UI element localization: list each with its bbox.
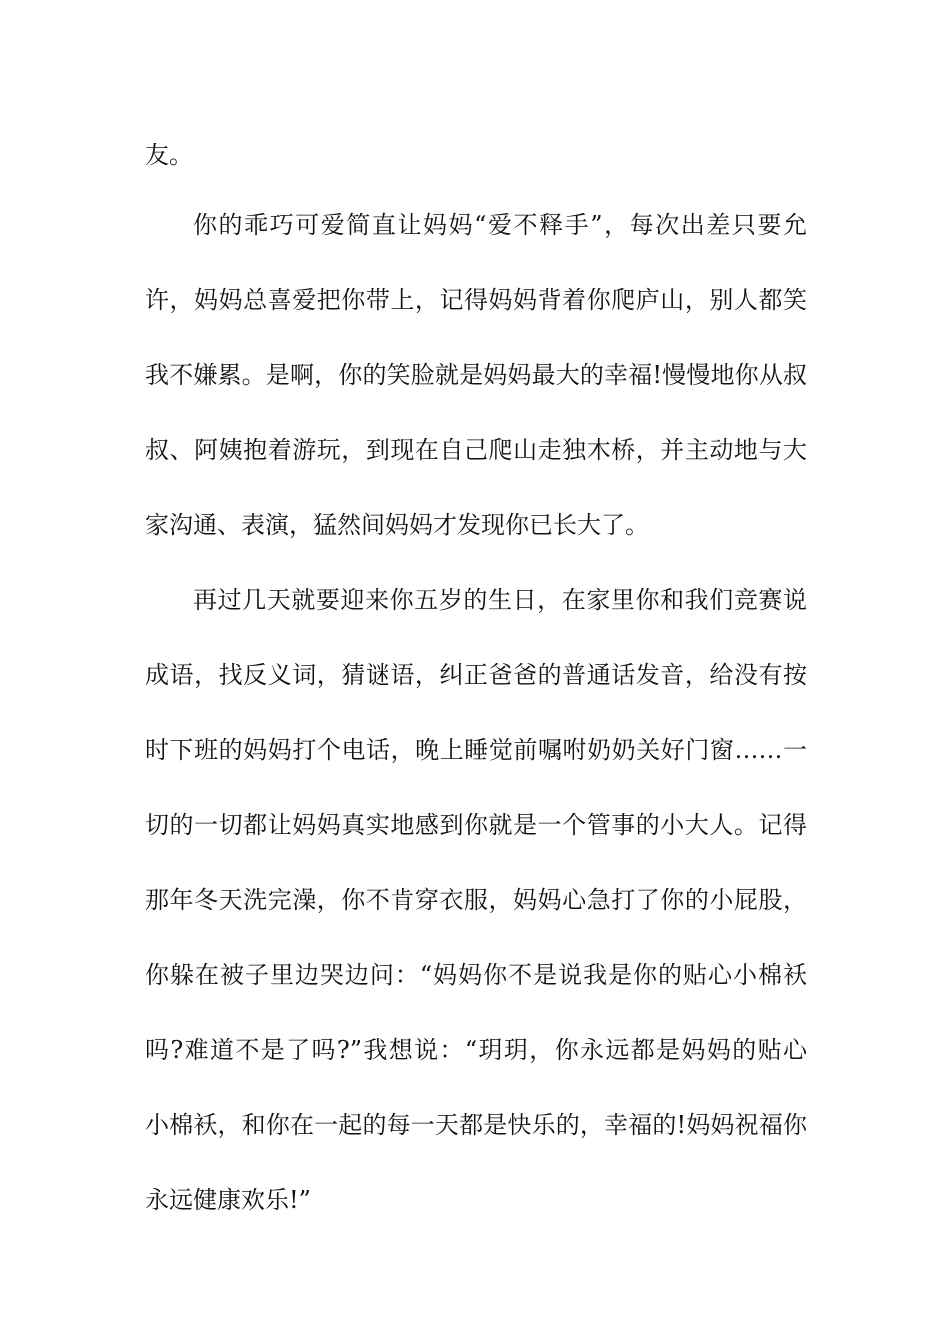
text-line: 切的一切都让妈妈真实地感到你就是一个管事的小大人。记得 xyxy=(145,811,807,839)
text-line: 那年冬天洗完澡，你不肯穿衣服，妈妈心急打了你的小屁股， xyxy=(145,886,807,914)
text-line: 友。 xyxy=(145,141,193,169)
text-line: 吗?难道不是了吗?”我想说：“玥玥，你永远都是妈妈的贴心 xyxy=(145,1036,807,1064)
text-line: 永远健康欢乐!” xyxy=(145,1186,311,1214)
text-line: 许，妈妈总喜爱把你带上，记得妈妈背着你爬庐山，别人都笑 xyxy=(145,286,807,314)
text-line: 我不嫌累。是啊，你的笑脸就是妈妈最大的幸福!慢慢地你从叔 xyxy=(145,361,807,389)
text-line: 成语，找反义词，猜谜语，纠正爸爸的普通话发音，给没有按 xyxy=(145,661,807,689)
text-line: 你躲在被子里边哭边问：“妈妈你不是说我是你的贴心小棉袄 xyxy=(145,961,807,989)
text-line: 叔、阿姨抱着游玩，到现在自己爬山走独木桥，并主动地与大 xyxy=(145,436,807,464)
paragraph-first-line: 你的乖巧可爱简直让妈妈“爱不释手”，每次出差只要允 xyxy=(193,211,807,239)
text-line: 时下班的妈妈打个电话，晚上睡觉前嘱咐奶奶关好门窗……一 xyxy=(145,736,807,764)
paragraph-first-line: 再过几天就要迎来你五岁的生日，在家里你和我们竞赛说 xyxy=(193,586,807,614)
text-line: 家沟通、表演，猛然间妈妈才发现你已长大了。 xyxy=(145,511,649,539)
text-line: 小棉袄，和你在一起的每一天都是快乐的，幸福的!妈妈祝福你 xyxy=(145,1111,807,1139)
